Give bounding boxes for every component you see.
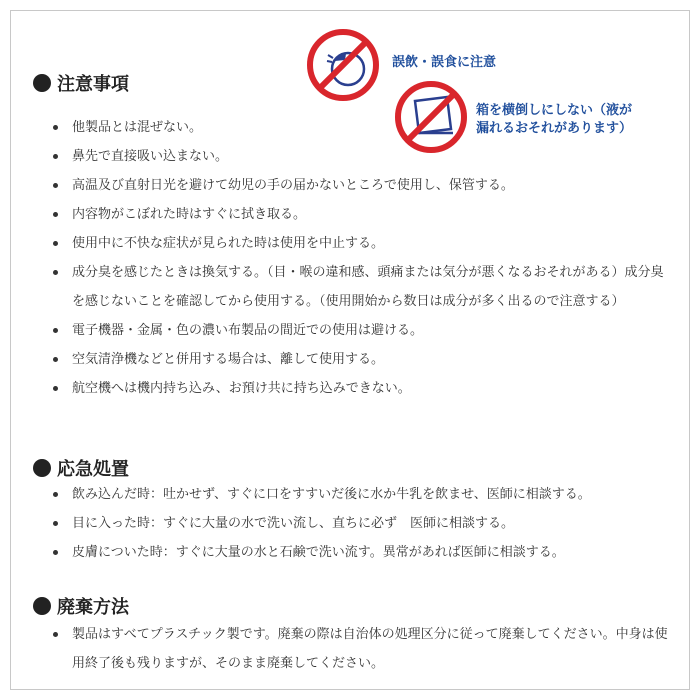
section-title-text: 廃棄方法 (57, 597, 129, 618)
list-item: 製品はすべてプラスチック製です。廃棄の際は自治体の処理区分に従って廃棄してください。中身は使用終了後も残りますが、そのまま廃棄してください。 (48, 620, 668, 678)
disposal-list (48, 620, 668, 678)
list-item: 他製品とは混ぜない。 (48, 113, 668, 142)
list-item: 電子機器・金属・色の濃い布製品の間近での使用は避ける。 (48, 316, 668, 345)
first-aid-list (48, 480, 668, 567)
list-item: 成分臭を感じたときは換気する。（目・喉の違和感、頭痛または気分が悪くなるおそれがある）成分臭を感じないことを確認してから使用する。（使用開始から数日は成分が多く出るので注意する） (48, 258, 668, 316)
list-item: 内容物がこぼれた時はすぐに拭き取る。 (48, 200, 668, 229)
list-item: 飲み込んだ時：吐かせず、すぐに口をすすいだ後に水か牛乳を飲ませ、医師に相談する。 (48, 480, 668, 509)
section-title-text: 応急処置 (57, 459, 129, 480)
list-item: 使用中に不快な症状が見られた時は使用を中止する。 (48, 229, 668, 258)
section-bullet-icon (33, 74, 51, 92)
section-title-text: 注意事項 (57, 74, 129, 95)
section-bullet-icon (33, 459, 51, 477)
list-item: 目に入った時：すぐに大量の水で洗い流し、直ちに必ず 医師に相談する。 (48, 509, 668, 538)
section-title-first-aid (33, 455, 129, 481)
section-bullet-icon (33, 597, 51, 615)
section-title-caution (33, 70, 129, 96)
caution-list (48, 113, 668, 403)
list-item: 空気清浄機などと併用する場合は、離して使用する。 (48, 345, 668, 374)
warning-label-swallow: 誤飲・誤食に注意 (392, 55, 497, 70)
list-item: 皮膚についた時：すぐに大量の水と石鹸で洗い流す。異常があれば医師に相談する。 (48, 538, 668, 567)
no-swallow-icon (305, 27, 381, 103)
list-item: 航空機へは機内持ち込み、お預け共に持ち込みできない。 (48, 374, 668, 403)
list-item: 高温及び直射日光を避けて幼児の手の届かないところで使用し、保管する。 (48, 171, 668, 200)
list-item: 鼻先で直接吸い込まない。 (48, 142, 668, 171)
warning-label-tilt-line2: 漏れるおそれがあります） (476, 121, 633, 136)
section-title-disposal (33, 593, 129, 619)
warning-label-tilt-line1: 箱を横倒しにしない（液が (476, 103, 633, 118)
